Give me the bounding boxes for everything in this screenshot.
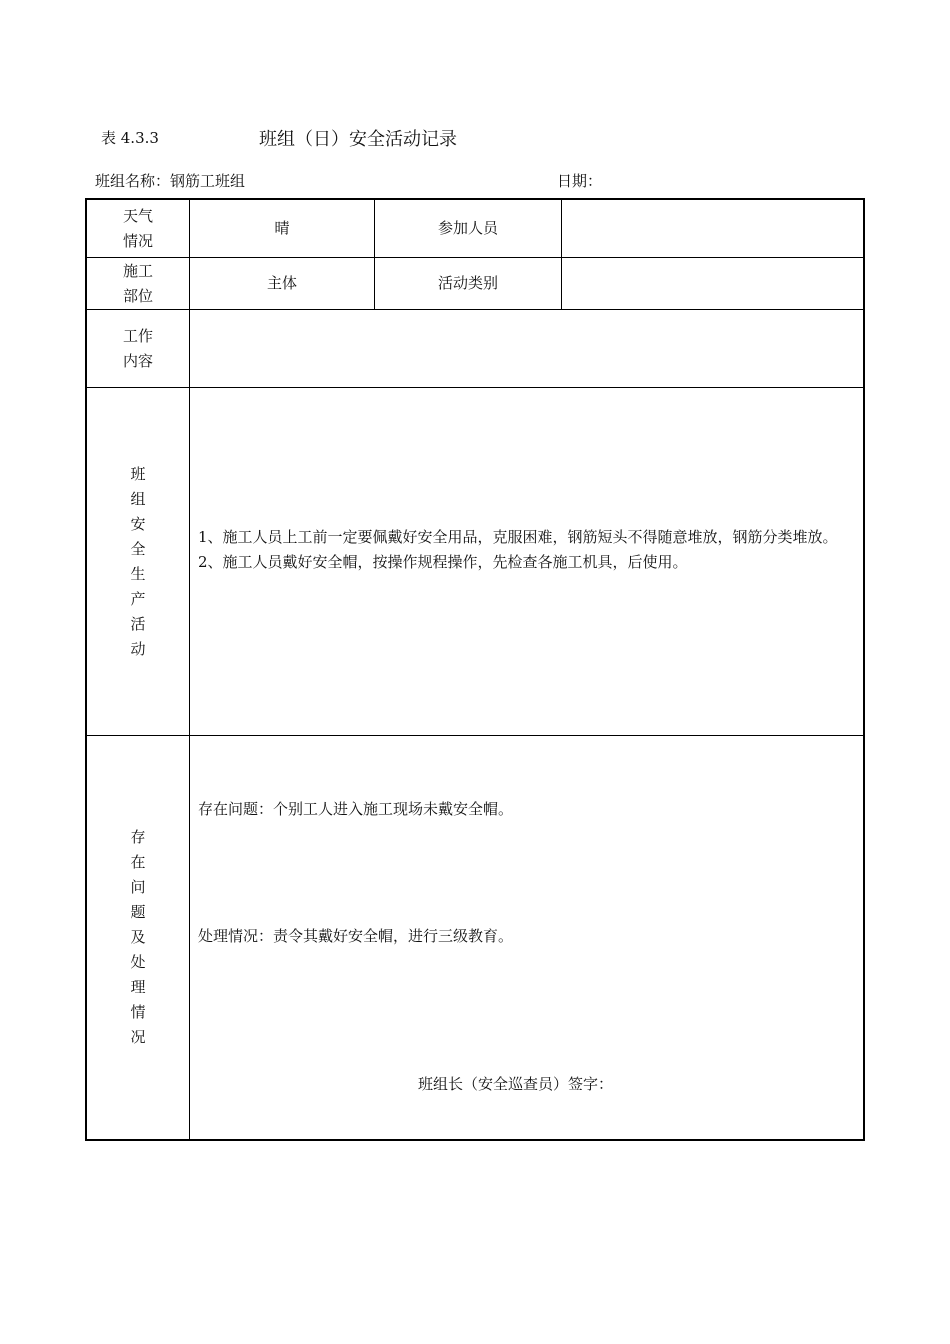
safety-activity-content <box>198 525 858 575</box>
label-char: 全 <box>130 539 146 558</box>
issues-label <box>87 736 189 1139</box>
team-name <box>95 170 245 191</box>
safety-activity-item: 1、施工人员上工前一定要佩戴好安全用品，克服困难，钢筋短头不得随意堆放，钢筋分类堆放。 <box>198 528 838 546</box>
weather-label-line2: 情况 <box>122 231 153 250</box>
location-label-line2: 部位 <box>122 286 153 305</box>
label-char: 安 <box>130 514 146 533</box>
activity-type-label-text: 活动类别 <box>437 274 498 292</box>
label-char: 况 <box>130 1028 146 1046</box>
row-divider <box>86 387 864 388</box>
table-number: 表 4.3.3 <box>101 129 159 147</box>
label-char: 动 <box>130 639 146 658</box>
weather-label-line1: 天气 <box>122 206 153 225</box>
label-char: 理 <box>130 978 146 996</box>
label-char: 活 <box>130 614 146 633</box>
safety-activity-label <box>87 388 189 735</box>
location-value-text: 主体 <box>266 274 297 292</box>
signature-label: 班组长（安全巡查员）签字： <box>418 1075 614 1093</box>
page-title: 班组（日）安全活动记录 <box>259 129 457 150</box>
label-char: 情 <box>130 1003 146 1021</box>
work-label-line1: 工作 <box>122 326 153 345</box>
label-char: 班 <box>130 464 146 483</box>
label-char: 题 <box>130 903 146 921</box>
label-char: 及 <box>130 928 146 946</box>
label-char: 在 <box>130 853 146 871</box>
team-name-label: 班组名称： <box>95 172 171 190</box>
label-char: 处 <box>130 953 146 971</box>
problem-text: 存在问题：个别工人进入施工现场未戴安全帽。 <box>198 800 514 818</box>
weather-value-text: 晴 <box>274 219 290 237</box>
team-name-value: 钢筋工班组 <box>170 172 246 190</box>
participants-label-text: 参加人员 <box>437 219 498 237</box>
location-label-line1: 施工 <box>122 261 153 280</box>
location-label <box>87 258 189 309</box>
date-field <box>557 170 602 191</box>
handling-text: 处理情况：责令其戴好安全帽，进行三级教育。 <box>198 927 514 945</box>
location-value[interactable] <box>190 258 374 309</box>
row-divider <box>86 735 864 736</box>
label-char: 存 <box>130 828 146 846</box>
label-char: 生 <box>130 564 146 583</box>
safety-activity-item: 2、施工人员戴好安全帽，按操作规程操作，先检查各施工机具，后使用。 <box>198 553 688 571</box>
work-label-line2: 内容 <box>122 351 153 370</box>
participants-label <box>375 200 561 257</box>
label-char: 产 <box>130 589 146 608</box>
work-content-value[interactable] <box>190 310 863 387</box>
weather-label <box>87 200 189 257</box>
label-char: 问 <box>130 878 146 896</box>
weather-value[interactable] <box>190 200 374 257</box>
date-label: 日期： <box>557 172 603 190</box>
activity-type-value[interactable] <box>562 258 863 309</box>
activity-type-label <box>375 258 561 309</box>
label-char: 组 <box>130 489 146 508</box>
participants-value[interactable] <box>562 200 863 257</box>
work-content-label <box>87 310 189 387</box>
